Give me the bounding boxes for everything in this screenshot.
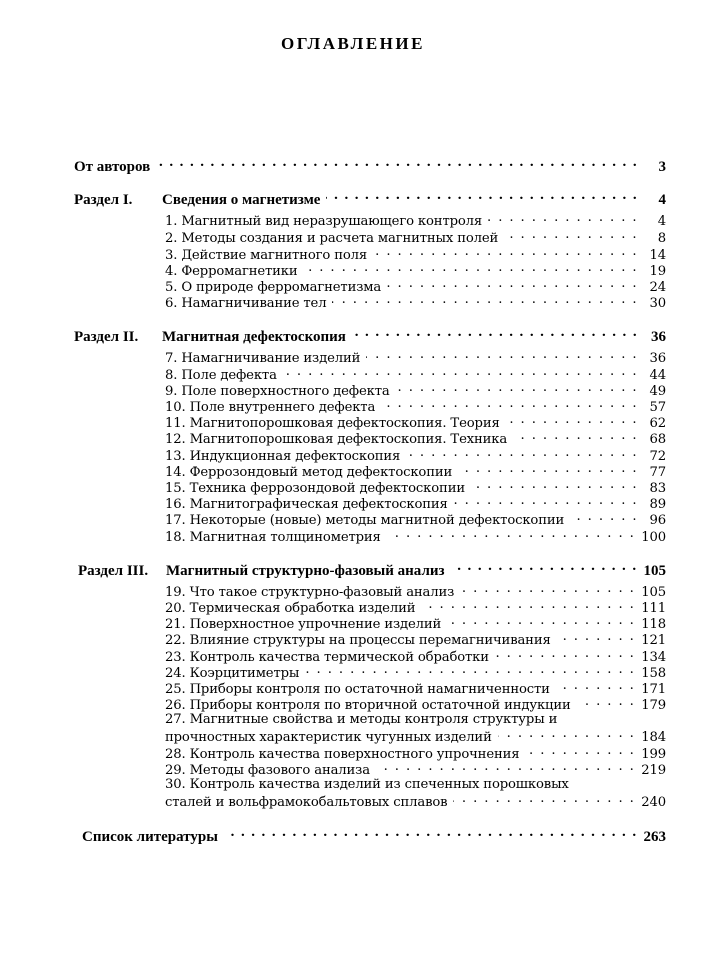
toc-item[interactable] (165, 615, 666, 632)
entry-page: 179 (641, 698, 666, 714)
toc-item[interactable] (165, 262, 666, 279)
leader-dots (488, 212, 638, 225)
leader-dots (454, 495, 638, 508)
entry-label: 11. Магнитопорошковая дефектоскопия. Теория (165, 416, 500, 432)
entry-page: 62 (649, 416, 666, 432)
entry-label: 5. О природе ферромагнетизма (165, 280, 382, 296)
toc-entry-bibliography[interactable] (82, 826, 666, 846)
leader-dots (326, 189, 638, 204)
toc-entry-preface[interactable] (74, 156, 666, 176)
toc-item[interactable] (165, 479, 666, 496)
entry-page: 49 (649, 384, 666, 400)
toc-item[interactable] (165, 278, 666, 295)
entry-page: 118 (641, 617, 666, 633)
entry-label: 13. Индукционная дефектоскопия (165, 449, 401, 465)
entry-label-continuation: прочностных характеристик чугунных изделий (165, 730, 492, 746)
leader-dots (421, 599, 635, 612)
toc-item-continuation[interactable] (165, 728, 666, 745)
entry-label: 8. Поле дефекта (165, 368, 277, 384)
entry-page: 263 (643, 829, 666, 845)
entry-page: 105 (643, 563, 666, 579)
toc-item[interactable] (165, 294, 666, 311)
leader-dots (387, 278, 638, 291)
toc-item[interactable] (165, 745, 666, 762)
entry-label: 21. Поверхностное упрочнение изделий (165, 617, 442, 633)
entry-label: 15. Техника феррозондовой дефектоскопии (165, 481, 465, 497)
toc-item[interactable] (165, 528, 666, 545)
section-title: Сведения о магнетизме (162, 192, 321, 208)
leader-dots (506, 414, 638, 427)
section-number: Раздел III. (78, 563, 149, 579)
leader-dots (224, 826, 638, 841)
toc-item[interactable] (165, 680, 666, 697)
toc-item[interactable] (165, 382, 666, 399)
toc-section-3[interactable] (78, 560, 666, 580)
page-title: ОГЛАВЛЕНИЕ (281, 34, 425, 53)
entry-page: 121 (641, 633, 666, 649)
entry-label: 17. Некоторые (новые) методы магнитной дефектоскопии (165, 513, 565, 529)
entry-label-continuation: сталей и вольфрамокобальтовых сплавов (165, 795, 448, 811)
toc-item[interactable] (165, 631, 666, 648)
toc-item[interactable] (165, 447, 666, 464)
toc-item-continuation[interactable] (165, 793, 666, 810)
toc-item-first-line[interactable] (165, 712, 666, 727)
entry-label: 23. Контроль качества термической обработки (165, 650, 489, 666)
toc-item[interactable] (165, 511, 666, 528)
leader-dots (387, 528, 636, 541)
entry-page: 105 (641, 585, 666, 601)
leader-dots (396, 382, 638, 395)
leader-dots (366, 349, 638, 362)
section-heading (74, 192, 320, 209)
entry-page: 36 (649, 351, 666, 367)
entry-label: 4. Ферромагнетики (165, 264, 298, 280)
leader-dots (525, 745, 635, 758)
entry-label: От авторов (74, 159, 151, 175)
leader-dots (156, 156, 638, 171)
entry-page: 14 (649, 248, 666, 264)
entry-label: 2. Методы создания и расчета магнитных полей (165, 231, 499, 247)
entry-label: 27. Магнитные свойства и методы контроля структуры и (165, 712, 558, 727)
entry-page: 3 (658, 159, 666, 175)
entry-page: 77 (649, 465, 666, 481)
leader-dots (556, 680, 635, 693)
leader-dots (381, 398, 638, 411)
entry-label: 16. Магнитографическая дефектоскопия (165, 497, 448, 513)
leader-dots (513, 430, 638, 443)
entry-page: 57 (649, 400, 666, 416)
entry-page: 19 (649, 264, 666, 280)
entry-page: 158 (641, 666, 666, 682)
leader-dots (283, 366, 638, 379)
leader-dots (570, 511, 638, 524)
leader-dots (406, 447, 638, 460)
toc-item[interactable] (165, 414, 666, 431)
entry-label: 14. Феррозондовый метод дефектоскопии (165, 465, 453, 481)
section-title: Магнитный структурно-фазовый анализ (166, 563, 445, 579)
section-heading (78, 563, 445, 580)
entry-label: 22. Влияние структуры на процессы перемагничивания (165, 633, 551, 649)
entry-page: 240 (641, 795, 666, 811)
entry-label: 9. Поле поверхностного дефекта (165, 384, 390, 400)
toc-item[interactable] (165, 583, 666, 600)
entry-page: 4 (657, 214, 666, 230)
leader-dots (458, 463, 638, 476)
entry-label: 18. Магнитная толщинометрия (165, 530, 381, 546)
entry-label: 1. Магнитный вид неразрушающего контроля (165, 214, 483, 230)
entry-page: 44 (649, 368, 666, 384)
entry-page: 83 (649, 481, 666, 497)
entry-page: 199 (641, 747, 666, 763)
entry-page: 8 (657, 231, 666, 247)
entry-label: Список литературы (82, 829, 218, 845)
leader-dots (577, 696, 636, 709)
leader-dots (451, 560, 638, 575)
leader-dots (447, 615, 635, 628)
entry-label: 30. Контроль качества изделий из спеченных порошковых (165, 777, 569, 792)
toc-item-first-line[interactable] (165, 777, 666, 792)
entry-page: 96 (649, 513, 666, 529)
leader-dots (460, 583, 635, 596)
toc-section-1[interactable] (74, 189, 666, 209)
entry-page: 36 (651, 329, 666, 345)
entry-page: 72 (649, 449, 666, 465)
section-heading (74, 329, 346, 346)
entry-page: 184 (641, 730, 666, 746)
entry-page: 171 (641, 682, 666, 698)
section-number: Раздел I. (74, 192, 133, 208)
entry-page: 4 (658, 192, 666, 208)
entry-page: 68 (649, 432, 666, 448)
entry-label: 28. Контроль качества поверхностного упрочнения (165, 747, 520, 763)
entry-label: 20. Термическая обработка изделий (165, 601, 416, 617)
toc-item[interactable] (165, 398, 666, 415)
entry-page: 219 (641, 763, 666, 779)
toc-item[interactable] (165, 696, 666, 713)
leader-dots (453, 793, 635, 806)
entry-label: 6. Намагничивание тел (165, 296, 327, 312)
leader-dots (352, 326, 638, 341)
entry-label: 26. Приборы контроля по вторичной остаточной индукции (165, 698, 571, 714)
toc-item[interactable] (165, 599, 666, 616)
leader-dots (332, 294, 638, 307)
toc-item[interactable] (165, 246, 666, 263)
leader-dots (498, 728, 636, 741)
entry-page: 100 (641, 530, 666, 546)
leader-dots (304, 262, 638, 275)
entry-label: 19. Что такое структурно-фазовый анализ (165, 585, 455, 601)
entry-page: 111 (641, 601, 666, 617)
entry-page: 24 (649, 280, 666, 296)
entry-label: 3. Действие магнитного поля (165, 248, 368, 264)
section-title: Магнитная дефектоскопия (162, 329, 346, 345)
toc-item[interactable] (165, 463, 666, 480)
entry-label: 25. Приборы контроля по остаточной намагниченности (165, 682, 550, 698)
entry-page: 30 (649, 296, 666, 312)
toc-item[interactable] (165, 648, 666, 665)
entry-label: 7. Намагничивание изделий (165, 351, 361, 367)
toc-item[interactable] (165, 212, 666, 229)
toc-item[interactable] (165, 229, 666, 246)
toc-section-2[interactable] (74, 326, 666, 346)
entry-label: 24. Коэрцитиметры (165, 666, 300, 682)
leader-dots (504, 229, 638, 242)
toc-item[interactable] (165, 430, 666, 447)
toc-item[interactable] (165, 366, 666, 383)
leader-dots (557, 631, 636, 644)
toc-item[interactable] (165, 761, 666, 778)
toc-item[interactable] (165, 664, 666, 681)
leader-dots (495, 648, 635, 661)
entry-label: 10. Поле внутреннего дефекта (165, 400, 376, 416)
section-number: Раздел II. (74, 329, 139, 345)
toc-item[interactable] (165, 495, 666, 512)
entry-page: 89 (649, 497, 666, 513)
leader-dots (376, 761, 635, 774)
entry-page: 134 (641, 650, 666, 666)
entry-label: 12. Магнитопорошковая дефектоскопия. Техника (165, 432, 508, 448)
entry-label: 29. Методы фазового анализа (165, 763, 370, 779)
toc-item[interactable] (165, 349, 666, 366)
leader-dots (471, 479, 638, 492)
leader-dots (373, 246, 638, 259)
leader-dots (305, 664, 635, 677)
